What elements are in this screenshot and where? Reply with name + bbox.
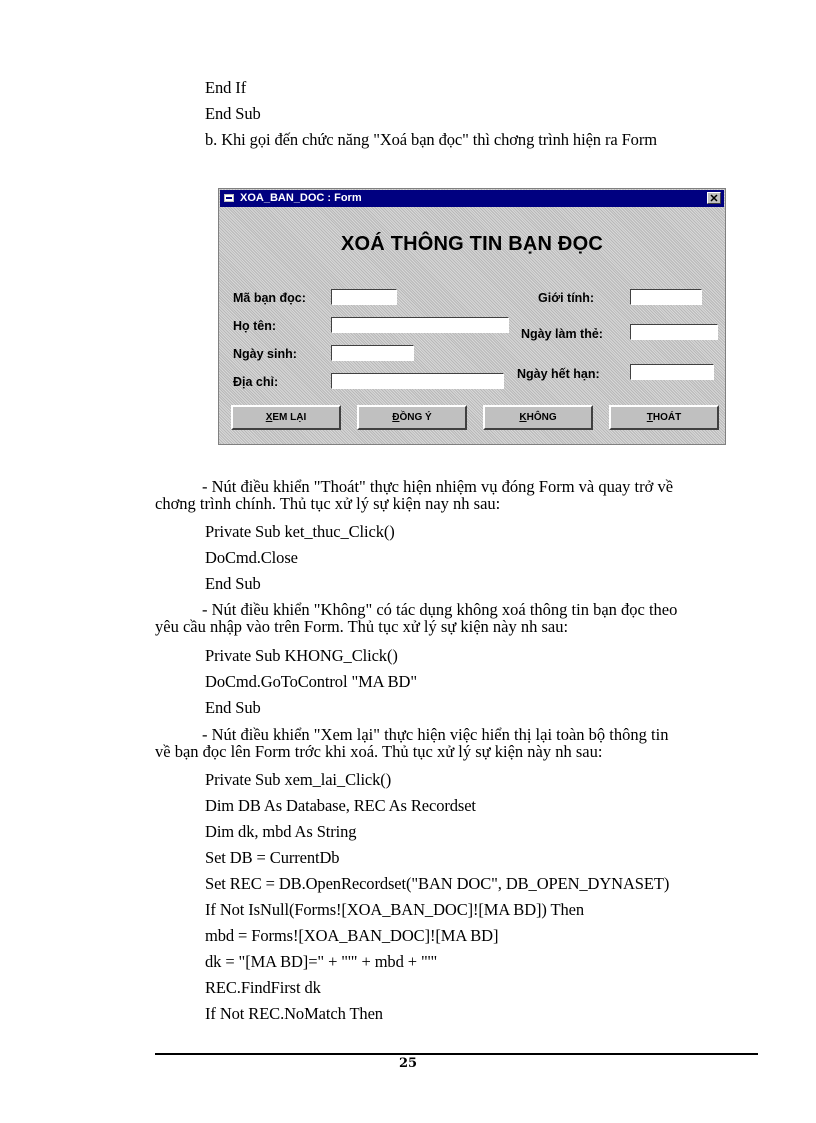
- khong-button[interactable]: [483, 405, 593, 430]
- khong-accel: K: [519, 412, 527, 423]
- paragraph-line: yêu cầu nhập vào trên Form. Thủ tục xử lý sự kiện này nh sau:: [155, 617, 569, 636]
- code-line: Set DB = CurrentDb: [205, 848, 340, 867]
- code-line: mbd = Forms![XOA_BAN_DOC]![MA BD]: [205, 926, 499, 945]
- code-line: Private Sub ket_thuc_Click(): [205, 522, 395, 541]
- code-line: End Sub: [205, 698, 261, 717]
- form-titlebar: [220, 190, 724, 207]
- gioi-tinh-field[interactable]: [630, 289, 702, 305]
- label-ngay-sinh: Ngày sinh:: [233, 347, 297, 361]
- code-line: Private Sub xem_lai_Click(): [205, 770, 392, 789]
- label-ma-ban-doc: Mã bạn đọc:: [233, 291, 306, 305]
- xoa-ban-doc-form: [218, 188, 726, 445]
- label-dia-chi: Địa chỉ:: [233, 375, 279, 389]
- code-line: If Not REC.NoMatch Then: [205, 1004, 383, 1023]
- thoat-button[interactable]: [609, 405, 719, 430]
- label-gioi-tinh: Giới tính:: [538, 291, 595, 305]
- khong-label: HÔNG: [526, 412, 557, 423]
- paragraph-thoat: [155, 478, 756, 512]
- page-number: 25: [398, 1056, 418, 1071]
- form-window-icon: [224, 194, 234, 202]
- ngay-sinh-field[interactable]: [331, 345, 414, 361]
- paragraph-line: - Nút điều khiển "Không" có tác dụng không xoá thông tin bạn đọc theo: [202, 600, 678, 619]
- xem-lai-accel: X: [265, 412, 273, 423]
- code-line: dk = "[MA BD]=" + "'" + mbd + "'": [205, 952, 438, 971]
- xem-lai-button[interactable]: [231, 405, 341, 430]
- body-text: b. Khi gọi đến chức năng "Xoá bạn đọc" thì chơng trình hiện ra Form: [205, 130, 657, 149]
- paragraph-khong: [155, 601, 756, 635]
- ngay-lam-the-field[interactable]: [630, 324, 718, 340]
- paragraph-line: chơng trình chính. Thủ tục xử lý sự kiện nay nh sau:: [155, 494, 501, 513]
- paragraph-line: - Nút điều khiển "Thoát" thực hiện nhiệm vụ đóng Form và quay trở về: [202, 477, 674, 496]
- label-ho-ten: Họ tên:: [233, 319, 277, 333]
- form-heading: XOÁ THÔNG TIN BẠN ĐỌC: [341, 233, 603, 255]
- thoat-label: HOÁT: [652, 412, 682, 423]
- label-ngay-het-han: Ngày hết hạn:: [517, 367, 600, 381]
- label-ngay-lam-the: Ngày làm thẻ:: [521, 327, 603, 341]
- code-line: Dim dk, mbd As String: [205, 822, 357, 841]
- code-line: DoCmd.GoToControl "MA BD": [205, 672, 417, 691]
- footer-rule: [155, 1053, 758, 1055]
- code-line: DoCmd.Close: [205, 548, 298, 567]
- close-icon[interactable]: ✕: [707, 192, 721, 204]
- code-line: If Not IsNull(Forms![XOA_BAN_DOC]![MA BD]) Then: [205, 900, 585, 919]
- code-line: End Sub: [205, 574, 261, 593]
- paragraph-line: - Nút điều khiển "Xem lại" thực hiện việc hiển thị lại toàn bộ thông tin: [202, 725, 669, 744]
- code-line: REC.FindFirst dk: [205, 978, 321, 997]
- code-line: Dim DB As Database, REC As Recordset: [205, 796, 476, 815]
- xem-lai-label: EM LẠI: [272, 412, 307, 423]
- ho-ten-field[interactable]: [331, 317, 509, 333]
- thoat-accel: T: [646, 412, 653, 423]
- dia-chi-field[interactable]: [331, 373, 504, 389]
- ngay-het-han-field[interactable]: [630, 364, 714, 380]
- code-line: End Sub: [205, 104, 261, 123]
- ma-ban-doc-field[interactable]: [331, 289, 397, 305]
- code-line: Set REC = DB.OpenRecordset("BAN DOC", DB_OPEN_DYNASET): [205, 874, 670, 893]
- paragraph-xem-lai: [155, 726, 756, 760]
- dong-y-button[interactable]: [357, 405, 467, 430]
- form-window-title: XOA_BAN_DOC : Form: [240, 192, 362, 204]
- dong-y-label: ỒNG Ý: [399, 412, 432, 423]
- paragraph-line: về bạn đọc lên Form trớc khi xoá. Thủ tục xử lý sự kiện này nh sau:: [155, 742, 603, 761]
- dong-y-accel: Đ: [392, 412, 400, 423]
- code-line: Private Sub KHONG_Click(): [205, 646, 398, 665]
- code-line: End If: [205, 78, 247, 97]
